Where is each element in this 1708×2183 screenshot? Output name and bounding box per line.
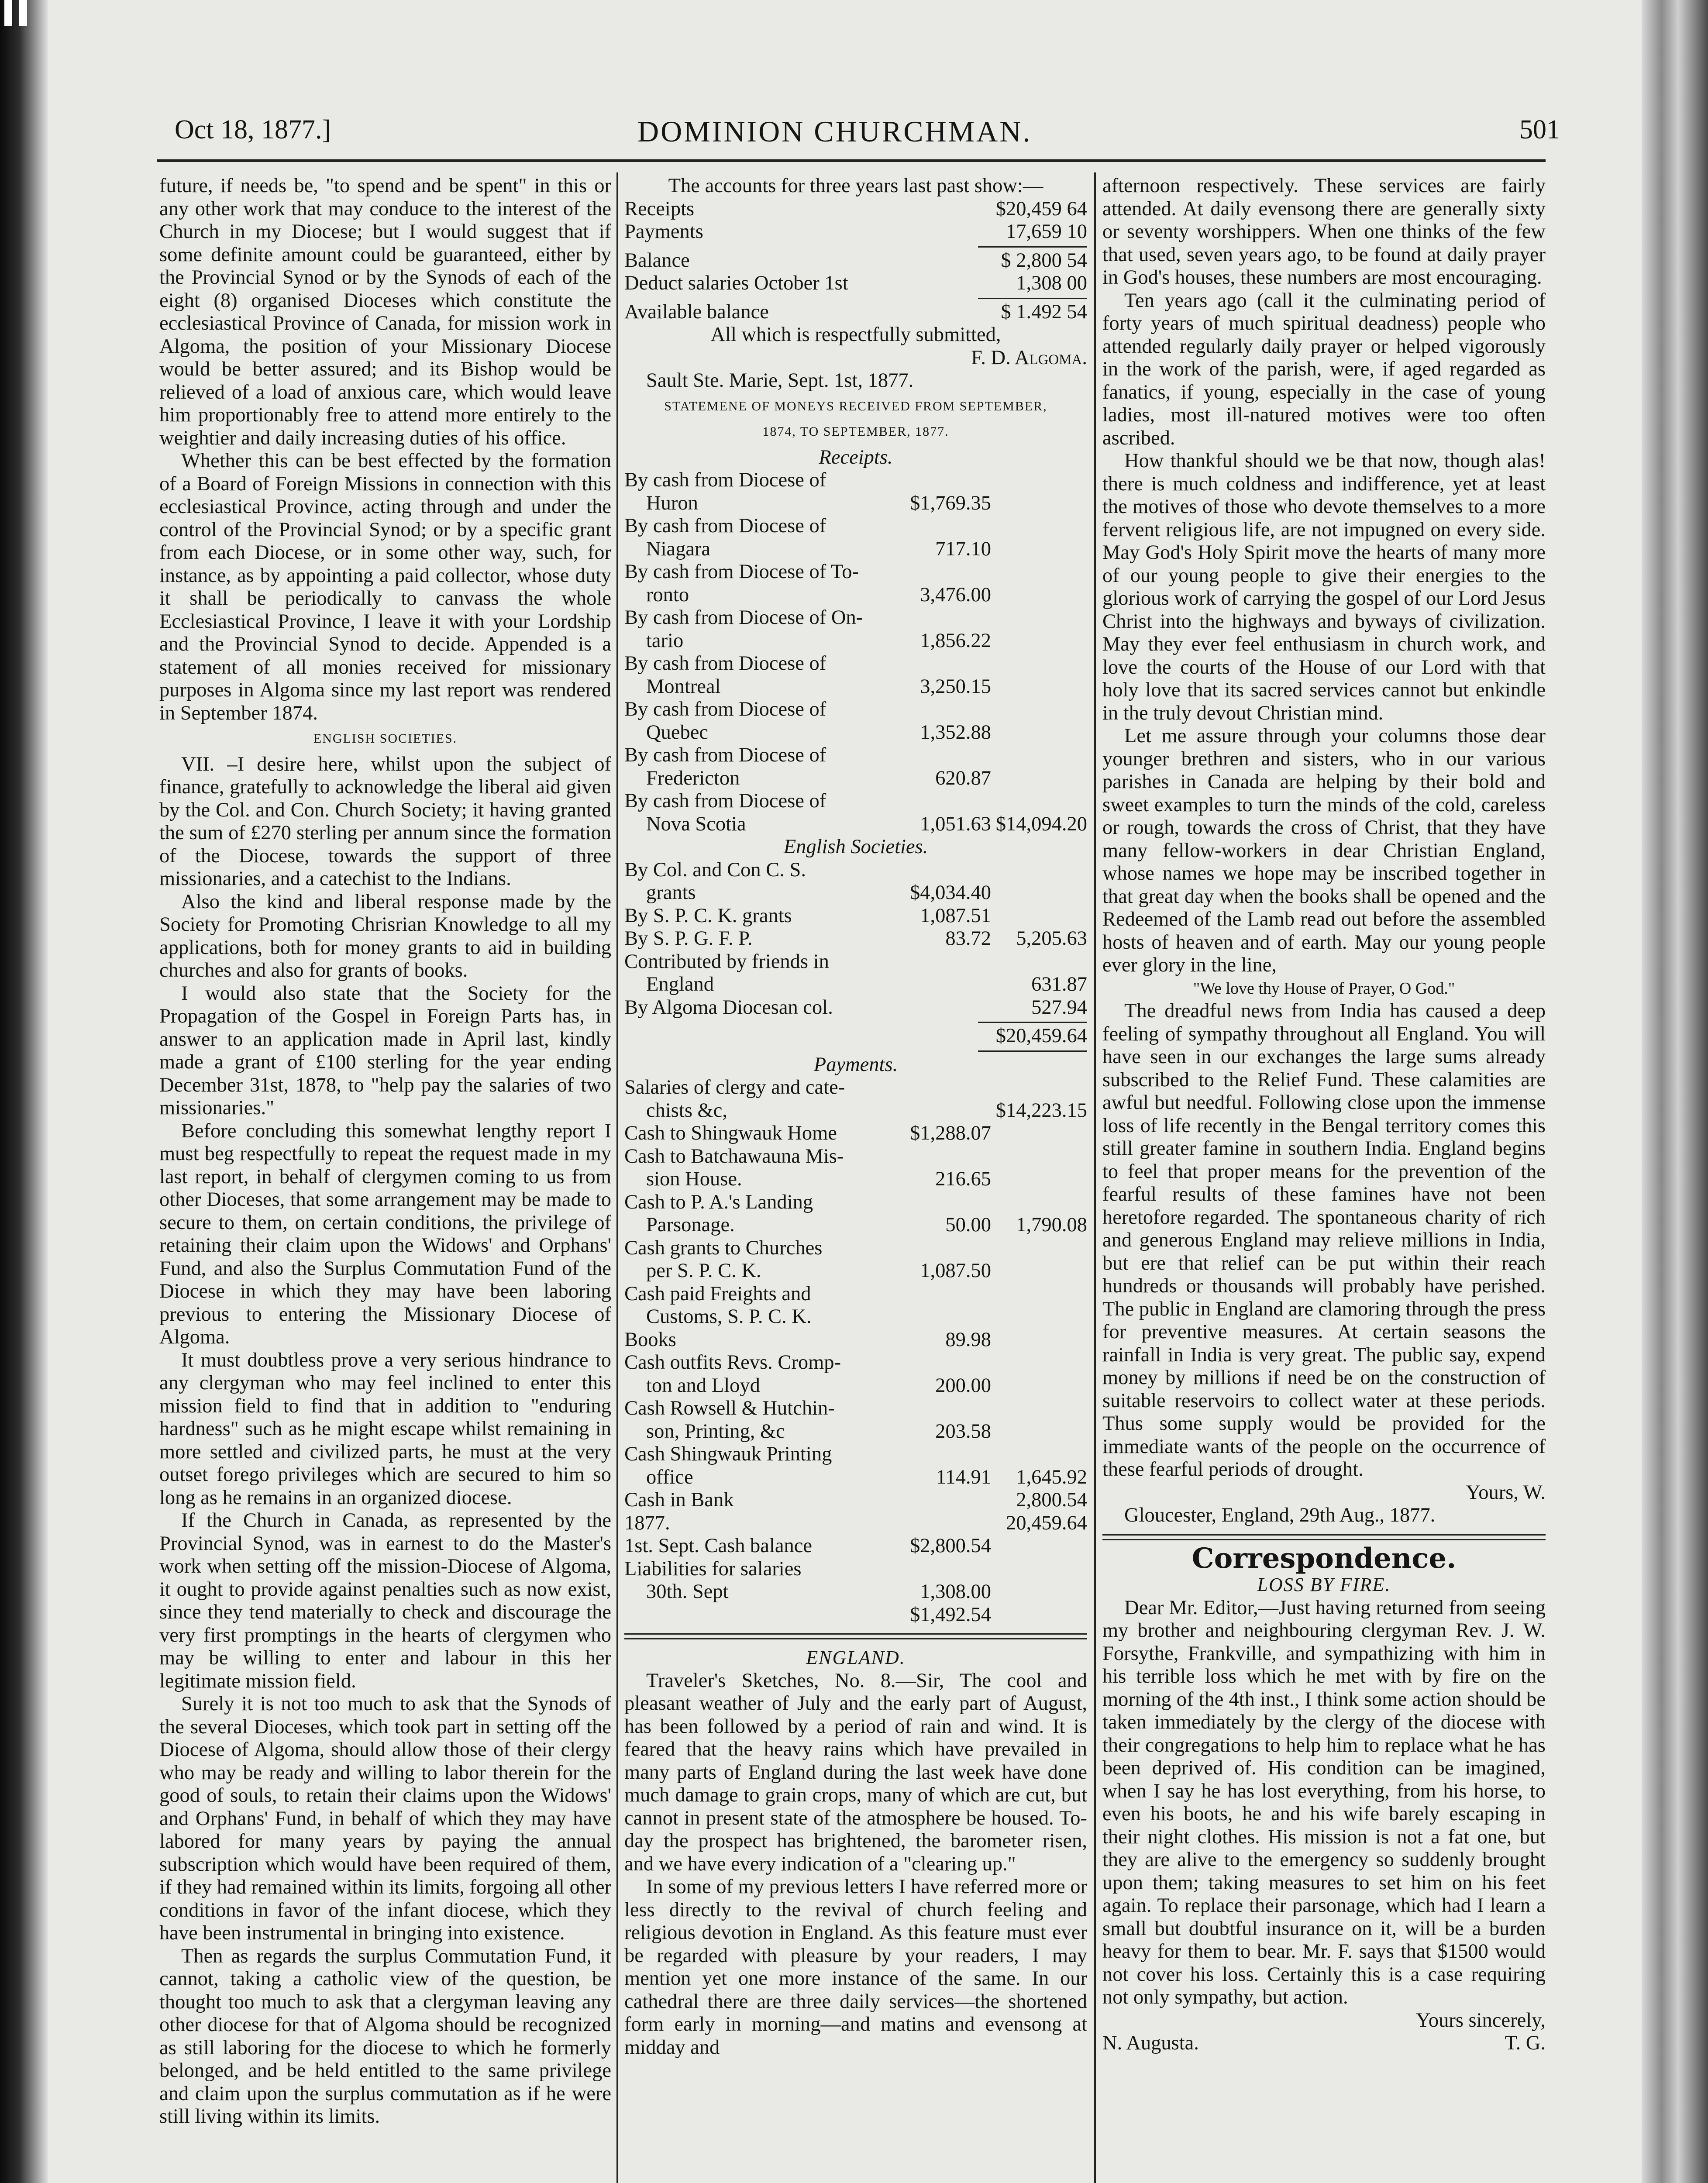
signature-from: N. Augusta. xyxy=(1102,2032,1199,2054)
entry-line: Cash Rowsell & Hutchin- xyxy=(624,1397,835,1419)
entry-row xyxy=(624,767,1087,790)
entry-amount: 717.10 xyxy=(935,537,991,560)
masthead-title: DOMINION CHURCHMAN. xyxy=(637,115,1032,148)
entry-subtotal: 631.87 xyxy=(1031,973,1087,995)
entry-label: Cash to Shingwauk Home xyxy=(624,1122,837,1144)
entry-label: Cash in Bank xyxy=(624,1489,734,1511)
entry-row xyxy=(624,1305,1087,1329)
column-divider-2 xyxy=(1094,172,1096,2183)
entry-line: Cash to Batchawauna Mis- xyxy=(624,1145,844,1167)
page-number: 501 xyxy=(1519,115,1560,145)
entry-amount: 50.00 xyxy=(945,1214,991,1236)
entry-subtotal: 1,790.08 xyxy=(1016,1214,1087,1236)
account-row: Available balance $ 1.492 54 xyxy=(624,300,1087,323)
paragraph: afternoon respectively. These services are fairly attended. At daily evensong there are generally sixty or seventy worshippers. When one thinks of the few that used, seven years ago, to be found at daily prayer in God's houses, these numbers are most encouraging. xyxy=(1102,175,1546,289)
receipts-table xyxy=(624,469,1087,836)
entry-subtotal: 527.94 xyxy=(1031,996,1087,1019)
sum-line xyxy=(978,1050,1087,1052)
entry-row xyxy=(624,813,1087,836)
payments-table xyxy=(624,1076,1087,1512)
entry-amount: 1,308.00 xyxy=(920,1580,991,1603)
paragraph: I would also state that the Society for the Propagation of the Gospel in Foreign Parts has, in answer to an application made in April last, kindly made a grant of £100 sterling for the year ending December 31st, 1878, to "help pay the salaries of two missionaries." xyxy=(159,982,611,1119)
entry-row xyxy=(624,1099,1087,1122)
entry-label: son, Printing, &c xyxy=(646,1420,785,1443)
receipts-heading: Receipts. xyxy=(819,446,893,468)
entry-label: Fredericton xyxy=(646,767,740,789)
entry-row xyxy=(624,1214,1087,1237)
entry-row xyxy=(624,1329,1087,1352)
entry-line: Cash Shingwauk Printing xyxy=(624,1443,832,1465)
entry-row xyxy=(624,1420,1087,1443)
hymn-quote: "We love thy House of Prayer, O God." xyxy=(1193,979,1455,998)
entry-subtotal: $14,094.20 xyxy=(995,813,1087,835)
section-heading-english-societies: ENGLISH SOCIETIES. xyxy=(313,731,458,746)
entry-amount: $1,769.35 xyxy=(910,492,991,514)
header-rule xyxy=(157,159,1546,162)
england-heading: ENGLAND. xyxy=(806,1647,906,1668)
entry-amount: 1,087.50 xyxy=(920,1260,991,1282)
right-page-edge xyxy=(1642,0,1708,2183)
entry-label: tario xyxy=(646,629,684,652)
left-page-edge xyxy=(0,0,48,2183)
entry-label: per S. P. C. K. xyxy=(646,1260,761,1282)
entry-amount: $4,034.40 xyxy=(910,881,991,904)
loss-by-fire-heading: LOSS BY FIRE. xyxy=(1257,1574,1391,1595)
entry-label: By S. P. G. F. P. xyxy=(624,927,753,950)
payments-total-row: 1877. 20,459.64 xyxy=(624,1512,1087,1534)
entry-line: Salaries of clergy and cate- xyxy=(624,1076,845,1098)
entry-amount: 3,250.15 xyxy=(920,675,991,698)
column-1 xyxy=(159,175,611,2128)
entry-row xyxy=(624,973,1087,996)
entry-label: Customs, S. P. C. K. xyxy=(646,1305,812,1328)
entry-label: Quebec xyxy=(646,721,708,744)
entry-label: Books xyxy=(624,1328,676,1351)
statement-title-2: 1874, TO SEPTEMBER, 1877. xyxy=(762,424,949,439)
entry-subtotal: 1,645.92 xyxy=(1016,1466,1087,1488)
entry-row xyxy=(624,996,1087,1019)
entry-row xyxy=(624,1122,1087,1145)
sum-line xyxy=(978,1022,1087,1023)
entry-label: By Algoma Diocesan col. xyxy=(624,996,833,1019)
sum-line xyxy=(978,246,1087,248)
entry-row xyxy=(624,1466,1087,1489)
entry-line: By Col. and Con C. S. xyxy=(624,858,806,881)
entry-line: Cash grants to Churches xyxy=(624,1236,823,1259)
place-date: Sault Ste. Marie, Sept. 1st, 1877. xyxy=(646,369,914,392)
paragraph: Whether this can be best effected by the formation of a Board of Foreign Missions in connection with this ecclesiastical Province, acting through and under the control of the Provincial Synod; or by a specific grant from each Diocese, or in some other way, such, for instance, as by appointing a paid collector, whose duty it shall be periodically to canvass the whole Ecclesiastical Province, I leave it with your Lordship and the Provincial Synod to decide. Appended is a statement of all monies received for missionary purposes in Algoma since my last report was rendered in September 1874. xyxy=(159,450,611,724)
entry-label: Huron xyxy=(646,492,698,514)
entry-row xyxy=(624,1489,1087,1512)
entry-amount: 1,087.51 xyxy=(920,904,991,927)
entry-label: 30th. Sept xyxy=(646,1580,729,1603)
entry-row xyxy=(624,1374,1087,1398)
payments-heading: Payments. xyxy=(813,1053,898,1076)
paragraph: Then as regards the surplus Commutation Fund, it cannot, taking a catholic view of the question, be thought too much to ask that a clergyman leaving any other diocese for that of Algoma should be recognized as still laboring for the diocese to which he formerly belonged, and be held entitled to the same privilege and claim upon the surplus commutation as if he were still living within its limits. xyxy=(159,1945,611,2128)
film-mark-top xyxy=(4,0,12,26)
accounts-intro: The accounts for three years last past show:— xyxy=(668,175,1043,197)
paragraph: Also the kind and liberal response made by the Society for Promoting Chrisrian Knowledge to all my applications, both for money grants to aid in building churches and also for grants of books. xyxy=(159,890,611,981)
final-balance-table xyxy=(624,1535,1087,1604)
entry-line: By cash from Diocese of xyxy=(624,744,826,766)
entry-amount: 1,051.63 xyxy=(920,813,991,835)
signature-yours: Yours, W. xyxy=(1466,1481,1546,1504)
entry-label: England xyxy=(646,973,714,995)
entry-label: Niagara xyxy=(646,537,711,560)
column-2 xyxy=(624,175,1087,2059)
entry-line: By cash from Diocese of xyxy=(624,698,826,720)
statement-title: STATEMENE OF MONEYS RECEIVED FROM SEPTEMBER, xyxy=(664,399,1047,413)
paragraph: Let me assure through your columns those dear younger brethren and sisters, who in our various parishes in Canada are helping by their bold and sweet examples to turn the minds of the cold, careless or rough, towards the cross of Christ, that they have many fellow-workers in dear Christian England, whose names we hope may be inscribed together in that great day when the books shall be opened and the Redeemed of the Lamb read out before the assembled hosts of heaven and of earth. May our young people ever glory in the line, xyxy=(1102,725,1546,976)
entry-amount: 114.91 xyxy=(936,1466,991,1488)
entry-line: Cash paid Freights and xyxy=(624,1282,811,1305)
entry-row xyxy=(624,538,1087,561)
paragraph: The dreadful news from India has caused a deep feeling of sympathy throughout all England. You will have seen in our exchanges the large sums already subscribed to the Relief Fund. These calamities are awful but needful. Following close upon the immense loss of life recently in the Bengal territory comes this still greater famine in southern India. England begins to feel that proper means for the prevention of the fearful results of these famines have not been heretofore regarded. The spontaneous charity of rich and generous England may relieve millions in India, but ere that relief can be put within their reach hundreds or thousands will probably have perished. The public in England are clamoring through the press for preventive measures. At certain seasons the rainfall in India is very great. The public say, expend money by millions if need be on the construction of suitable reservoirs to collect water at these periods. Thus some supply would be provided for the immediate wants of the people on the occurrence of these fearful periods of drought. xyxy=(1102,1000,1546,1481)
sum-line xyxy=(978,298,1087,299)
signature-line xyxy=(1102,2032,1546,2055)
entry-amount: $2,800.54 xyxy=(910,1535,991,1557)
entry-subtotal: 5,205.63 xyxy=(1016,927,1087,950)
entry-subtotal: $14,223.15 xyxy=(995,1099,1087,1122)
paragraph: How thankful should we be that now, though alas! there is much coldness and indifference, yet at least the motives of those who devote themselves to a more fervent religious life, are not impugned on every side. May God's Holy Spirit move the hearts of many more of our young people to give their energies to the glorious work of carrying the gospel of our Lord Jesus Christ into the highways and byways of civilization. May they ever feel enthusiasm in church work, and love the courts of the House of our Lord with that holy love that its sacred services cannot but enkindle in the truly devout Christian mind. xyxy=(1102,450,1546,724)
entry-row xyxy=(624,927,1087,950)
entry-label: Parsonage. xyxy=(646,1214,735,1236)
account-row: Deduct salaries October 1st 1,308 00 xyxy=(624,272,1087,294)
entry-line: By cash from Diocese of xyxy=(624,652,826,675)
entry-amount: 203.58 xyxy=(935,1420,991,1443)
paragraph: If the Church in Canada, as represented by the Provincial Synod, was in earnest to do the Master's work when setting off the mission-Diocese of Algoma, it ought to provide against penalties such as now exist, since they tend materially to check and discourage the very first promptings in the hearts of clergymen who may be willing to enter and labour in this her legitimate mission field. xyxy=(159,1509,611,1692)
entry-row xyxy=(624,675,1087,699)
signature-place: Gloucester, England, 29th Aug., 1877. xyxy=(1124,1504,1436,1526)
paragraph: Dear Mr. Editor,—Just having returned from seeing my brother and neighbouring clergyman Rev. J. W. Forsythe, Frankville, and sympathizing with him in his terrible loss which he met with by fire on the morning of the 4th inst., I think some action should be taken immediately by the clergy of the diocese with their congregations to help him to replace what he has been deprived of. His condition can be imagined, when I say he has lost everything, from his horse, to even his boots, he and his wife barely escaping in their night clothes. His mission is not a fat one, but they are alive to the emergency so suddenly brought upon them; taking measures to set him on his feet again. To replace their parsonage, which had I learn a small but doubtful insurance on it, will be a burden heavy for them to bear. Mr. F. says that $1500 would not cover his loss. Certainly this is a case requiring not only sympathy, but action. xyxy=(1102,1596,1546,2008)
entry-row xyxy=(624,721,1087,744)
entry-amount: 1,856.22 xyxy=(920,629,991,652)
paragraph: It must doubtless prove a very serious hindrance to any clergyman who may feel inclined to enter this mission field to find that in addition to "enduring hardness" such as he might escape whilst remaining in more settled and civilized parts, he must at the very outset forego privileges which are secured to him so long as he remains in an organized diocese. xyxy=(159,1349,611,1509)
entry-amount: 89.98 xyxy=(945,1328,991,1351)
entry-row xyxy=(624,1168,1087,1191)
column-3 xyxy=(1102,175,1546,2055)
account-row: Receipts $20,459 64 xyxy=(624,197,1087,220)
entry-row xyxy=(624,630,1087,653)
entry-label: chists &c, xyxy=(646,1099,727,1122)
submitted-line: All which is respectfully submitted, xyxy=(710,324,1001,346)
entry-amount: 620.87 xyxy=(935,767,991,789)
entry-line: Liabilities for salaries xyxy=(624,1557,802,1580)
section-rule xyxy=(624,1633,1087,1639)
issue-date: Oct 18, 1877.] xyxy=(175,115,331,145)
account-row: Balance $ 2,800 54 xyxy=(624,249,1087,272)
entry-line: By cash from Diocese of On- xyxy=(624,606,863,629)
entry-label: office xyxy=(646,1466,693,1488)
entry-label: Montreal xyxy=(646,675,721,698)
entry-line: By cash from Diocese of xyxy=(624,515,826,537)
entry-line: Contributed by friends in xyxy=(624,950,829,973)
accounts-summary xyxy=(624,198,1087,324)
entry-amount: 216.65 xyxy=(935,1168,991,1190)
entry-amount: 83.72 xyxy=(945,927,991,950)
entry-amount: $1,288.07 xyxy=(910,1122,991,1144)
entry-label: sion House. xyxy=(646,1168,742,1190)
entry-line: By cash from Diocese of To- xyxy=(624,561,859,583)
english-societies-table xyxy=(624,859,1087,1019)
column-divider-1 xyxy=(616,172,618,2183)
entry-amount: 1,352.88 xyxy=(920,721,991,744)
entry-label: ton and Lloyd xyxy=(646,1374,760,1397)
account-row: Payments 17,659 10 xyxy=(624,220,1087,243)
entry-line: By cash from Diocese of xyxy=(624,469,826,491)
signature-initials: T. G. xyxy=(1505,2032,1546,2054)
entry-line: By cash from Diocese of xyxy=(624,790,826,812)
paragraph: Before concluding this somewhat lengthy report I must beg respectfully to repeat the request made in my last report, in behalf of clergymen coming to us from other Dioceses, that some arrangement may be made to secure to them, on certain conditions, the privilege of retaining their claim upon the Widows' and Orphans' Fund, and also the Surplus Commutation Fund of the Diocese in which they may have been laboring previous to entering the Missionary Diocese of Algoma. xyxy=(159,1119,611,1348)
entry-row xyxy=(624,905,1087,928)
entry-row xyxy=(624,1535,1087,1558)
receipts-total: $20,459.64 xyxy=(995,1025,1087,1047)
paragraph: In some of my previous letters I have referred more or less directly to the revival of church feeling and religious devotion in England. As this feature must ever be regarded with pleasure by your readers, I may mention yet one more instance of the same. In our cathedral there are three daily services—the shortened form early in morning—and matins and evensong at midday and xyxy=(624,1876,1087,2059)
entry-label: ronto xyxy=(646,583,689,606)
entry-subtotal: 2,800.54 xyxy=(1016,1489,1087,1511)
entry-label: grants xyxy=(646,881,696,904)
signer: F. D. Algoma. xyxy=(971,346,1087,369)
entry-row xyxy=(624,1260,1087,1283)
entry-label: By S. P. C. K. grants xyxy=(624,904,792,927)
paragraph: future, if needs be, "to spend and be spent" in this or any other work that may conduce to the interest of the Church in my Diocese; but I would suggest that if some definite amount could be guaranteed, either by the Provincial Synod or by the Synods of each of the eight (8) organised Dioceses which constitute the ecclesiastical Province of Canada, for mission work in Algoma, the position of your Missionary Diocese would be better assured; and its Bishop would be relieved of a load of anxious care, which would leave him proportionably free to attend more entirely to the weightier and daily increasing duties of his office. xyxy=(159,175,611,449)
paragraph: Ten years ago (call it the culminating period of forty years of much spiritual deadness) people who attended regularly daily prayer or helped vigorously in the work of the parish, were, if aged regarded as fanatics, if young, especially in the case of young ladies, most ill-natured motives were too often ascribed. xyxy=(1102,289,1546,449)
entry-row xyxy=(624,584,1087,607)
entry-row xyxy=(624,492,1087,515)
signature-yours-sincerely: Yours sincerely, xyxy=(1415,2009,1546,2031)
english-societies-heading: English Societies. xyxy=(783,836,928,858)
entry-label: 1st. Sept. Cash balance xyxy=(624,1535,813,1557)
paragraph: Surely it is not too much to ask that the Synods of the several Dioceses, which took part in setting off the Diocese of Algoma, should allow those of their clergy who may be ready and willing to labor therein for the good of souls, to retain their claims upon the Widows' and Orphans' Fund, in behalf of which they may have labored for many years by paying the annual subscription which would have been required of them, if they had remained within its limits, forgoing all other conditions in favor of the infant diocese, which they have been instrumental in bringing into existence. xyxy=(159,1693,611,1944)
final-total-row: $1,492.54 xyxy=(910,1603,991,1626)
entry-row xyxy=(624,881,1087,905)
entry-line: Cash outfits Revs. Cromp- xyxy=(624,1351,841,1374)
entry-amount: 200.00 xyxy=(935,1374,991,1397)
entry-amount: 3,476.00 xyxy=(920,583,991,606)
paragraph: Traveler's Sketches, No. 8.—Sir, The cool and pleasant weather of July and the early part of August, has been followed by a period of rain and wind. It is feared that the heavy rains which have prevailed in many parts of England during the last week have done much damage to grain crops, many of which are cut, but cannot in present state of the atmosphere be housed. To-day the prospect has brightened, the barometer risen, and we have every indication of a "clearing up." xyxy=(624,1669,1087,1875)
correspondence-heading: Correspondence. xyxy=(1191,1542,1457,1575)
film-mark-top-2 xyxy=(19,0,27,26)
section-rule xyxy=(1102,1534,1546,1540)
entry-row xyxy=(624,1580,1087,1604)
paragraph: VII. –I desire here, whilst upon the subject of finance, gratefully to acknowledge the liberal aid given by the Col. and Con. Church Society; it having granted the sum of £270 sterling per annum since the formation of the Diocese, towards the support of three missionaries, and a catechist to the Indians. xyxy=(159,753,611,890)
entry-line: Cash to P. A.'s Landing xyxy=(624,1191,813,1213)
entry-label: Nova Scotia xyxy=(646,813,746,835)
